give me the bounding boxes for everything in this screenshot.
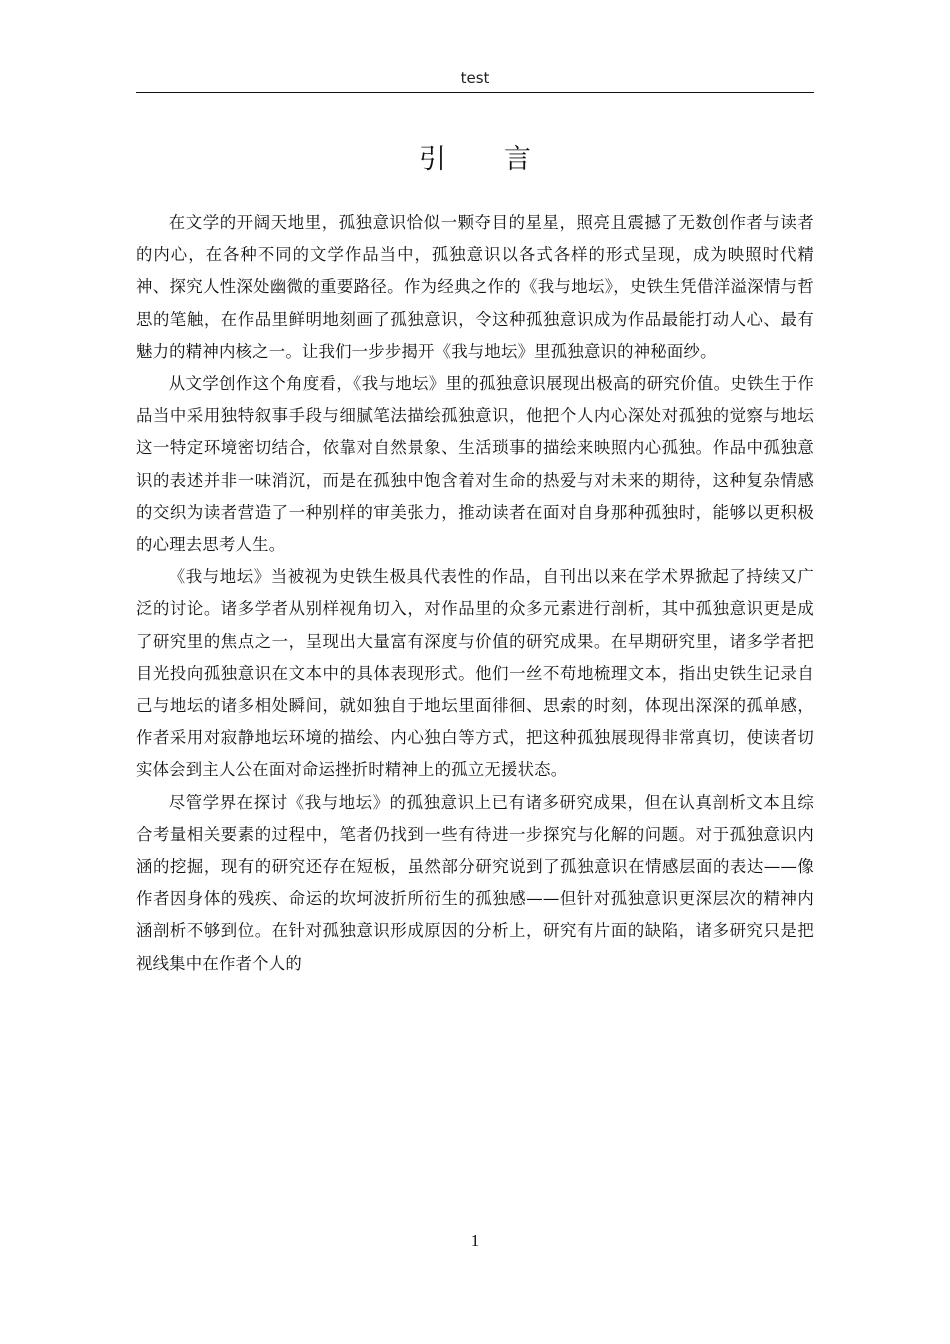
running-header: test [460, 69, 490, 87]
page-number: 1 [470, 1231, 480, 1250]
section-title: 引言 [419, 144, 589, 175]
header-divider [136, 92, 814, 93]
body-text [136, 207, 814, 980]
paragraph-4: 尽管学界在探讨《我与地坛》的孤独意识上已有诸多研究成果，但在认真剖析文本且综合考量相关要素的过程中，笔者仍找到一些有待进一步探究与化解的问题。对于孤独意识内涵的挖掘，现有的研究还存在短板，虽然部分研究说到了孤独意识在情感层面的表达——像作者因身体的残疾、命运的坎坷波折所衍生的孤独感——但针对孤独意识更深层次的精神内涵剖析不够到位。在针对孤独意识形成原因的分析上，研究有片面的缺陷，诸多研究只是把视线集中在作者个人的 [136, 792, 814, 973]
paragraph-1: 在文学的开阔天地里，孤独意识恰似一颗夺目的星星，照亮且震撼了无数创作者与读者的内心，在各种不同的文学作品当中，孤独意识以各式各样的形式呈现，成为映照时代精神、探究人性深处幽微的重要路径。作为经典之作的《我与地坛》，史铁生凭借洋溢深情与哲思的笔触，在作品里鲜明地刻画了孤独意识，令这种孤独意识成为作品最能打动人心、最有魅力的精神内核之一。让我们一步步揭开《我与地坛》里孤独意识的神秘面纱。 [136, 213, 814, 361]
paragraph-3: 《我与地坛》当被视为史铁生极具代表性的作品，自刊出以来在学术界掀起了持续又广泛的讨论。诸多学者从别样视角切入，对作品里的众多元素进行剖析，其中孤独意识更是成了研究里的焦点之一，呈现出大量富有深度与价值的研究成果。在早期研究里，诸多学者把目光投向孤独意识在文本中的具体表现形式。他们一丝不苟地梳理文本，指出史铁生记录自己与地坛的诸多相处瞬间，就如独自于地坛里面徘徊、思索的时刻，体现出深深的孤单感，作者采用对寂静地坛环境的描绘、内心独白等方式，把这种孤独展现得非常真切，使读者切实体会到主人公在面对命运挫折时精神上的孤立无援状态。 [136, 567, 814, 780]
paragraph-2: 从文学创作这个角度看，《我与地坛》里的孤独意识展现出极高的研究价值。史铁生于作品当中采用独特叙事手段与细腻笔法描绘孤独意识，他把个人内心深处对孤独的觉察与地坛这一特定环境密切结合，依靠对自然景象、生活琐事的描绘来映照内心孤独。作品中孤独意识的表述并非一味消沉，而是在孤独中饱含着对生命的热爱与对未来的期待，这种复杂情感的交织为读者营造了一种别样的审美张力，推动读者在面对自身那种孤独时，能够以更积极的心理去思考人生。 [136, 374, 814, 555]
